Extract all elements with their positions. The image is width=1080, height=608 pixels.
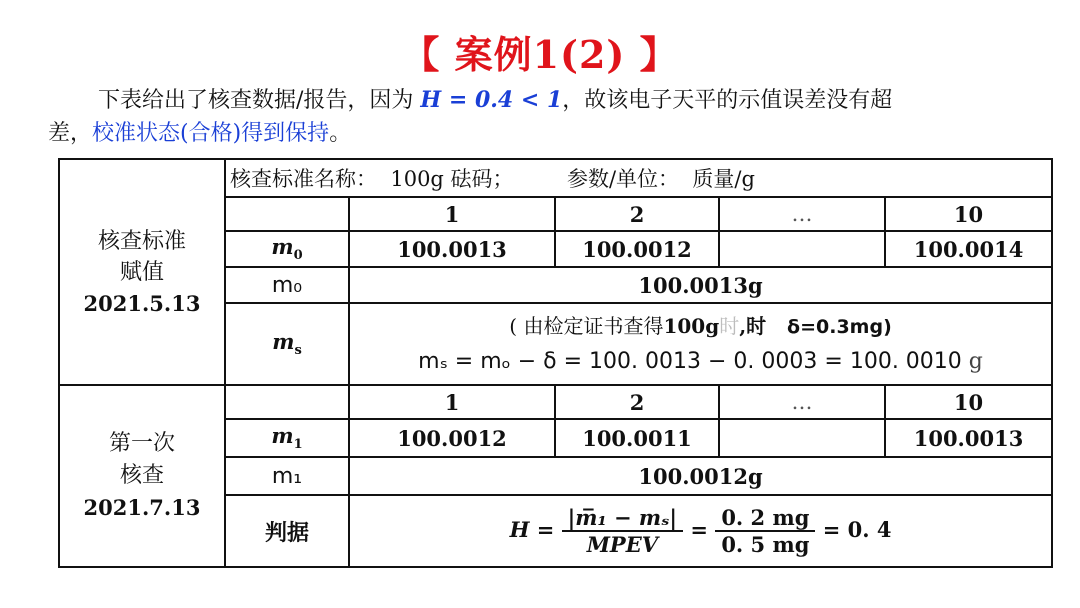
intro-text-1: 下表给出了核查数据/报告，因为	[98, 88, 421, 113]
table-header: 核查标准名称： 100g 砝码； 参数/单位： 质量/g	[225, 159, 1052, 197]
check-data-table	[58, 158, 1053, 568]
block2-col-blank	[225, 385, 349, 419]
block2-col-10: 10	[885, 385, 1052, 419]
ms-sym-sub: s	[294, 343, 302, 359]
block1-label-line2: 赋值	[119, 259, 164, 285]
h-result: = 0. 4	[822, 516, 892, 542]
m0-value-2: 100.0012	[555, 231, 719, 267]
m0-mean-symbol: m₀	[225, 267, 349, 303]
m0-value-1: 100.0013	[349, 231, 555, 267]
ms-note-a: ( 由检定证书查得	[509, 313, 664, 338]
intro-status: 校准状态(合格)得到保持	[92, 121, 330, 146]
intro-paragraph	[48, 84, 1048, 150]
m1-mean-symbol: m₁	[225, 457, 349, 495]
intro-text-2: ，故该电子天平的示值误差没有超	[562, 88, 893, 113]
ms-derivation	[349, 303, 1052, 385]
block2-date: 2021.7.13	[83, 495, 201, 520]
h-denominator-2: 0. 5 mg	[721, 532, 810, 557]
m0-mean-value: 100.0013g	[349, 267, 1052, 303]
m1-sym-letter: m	[271, 423, 294, 449]
block2-col-2: 2	[555, 385, 719, 419]
block1-col-10: 10	[885, 197, 1052, 231]
ms-formula-a: mₛ = mₒ − δ =	[418, 348, 590, 374]
h-fraction-1	[562, 505, 683, 557]
h-denominator: MPEV	[586, 532, 659, 557]
h-equals: =	[690, 516, 708, 542]
h-formula	[509, 505, 892, 557]
m1-mean-value: 100.0012g	[349, 457, 1052, 495]
intro-h-expression: H = 0.4 < 1	[420, 87, 563, 113]
m1-value-2: 100.0011	[555, 419, 719, 457]
block1-col-blank	[225, 197, 349, 231]
m0-symbol	[225, 231, 349, 267]
page-title: 【 案例1(2) 】	[401, 32, 679, 77]
block2-col-1: 1	[349, 385, 555, 419]
ms-formula	[350, 344, 1051, 380]
ms-note-d: ,时	[739, 313, 788, 338]
block2-label-line1: 第一次	[108, 431, 175, 456]
m1-value-10: 100.0013	[885, 419, 1052, 457]
h-fraction-2	[715, 505, 815, 557]
block1-col-1: 1	[349, 197, 555, 231]
h-numerator: |m̅₁ − mₛ|	[562, 505, 683, 532]
ms-note-c: 时	[719, 313, 740, 338]
judge-label: 判据	[225, 495, 349, 567]
h-criterion-formula	[349, 495, 1052, 567]
block1-label-line1: 核查标准	[97, 228, 186, 254]
block2-col-ellipsis: …	[719, 385, 885, 419]
m1-value-ellipsis	[719, 419, 885, 457]
m0-sym-sub: 0	[293, 248, 303, 264]
block1-col-ellipsis: …	[719, 197, 885, 231]
h-lhs: H =	[509, 516, 555, 542]
h-numerator-2: 0. 2 mg	[715, 505, 815, 532]
intro-end: 。	[329, 121, 352, 146]
m1-sym-sub: 1	[293, 437, 303, 453]
block1-label	[59, 159, 225, 385]
intro-text-3: 差，	[48, 121, 93, 146]
m0-value-10: 100.0014	[885, 231, 1052, 267]
m1-symbol	[225, 419, 349, 457]
m1-value-1: 100.0012	[349, 419, 555, 457]
block2-label	[59, 385, 225, 567]
m0-value-ellipsis	[719, 231, 885, 267]
ms-formula-unit: g	[961, 348, 983, 374]
ms-symbol	[225, 303, 349, 385]
ms-sym-letter: m	[272, 329, 295, 355]
ms-note-b: 100g	[663, 313, 720, 338]
ms-note-e: δ=0.3mg)	[787, 315, 892, 338]
block2-label-line2: 核查	[119, 463, 164, 488]
ms-note	[350, 309, 1051, 344]
ms-formula-b: 100. 0013 − 0. 0003 = 100. 0010	[589, 348, 962, 374]
block1-col-2: 2	[555, 197, 719, 231]
m0-sym-letter: m	[271, 234, 294, 260]
block1-date: 2021.5.13	[83, 290, 201, 316]
